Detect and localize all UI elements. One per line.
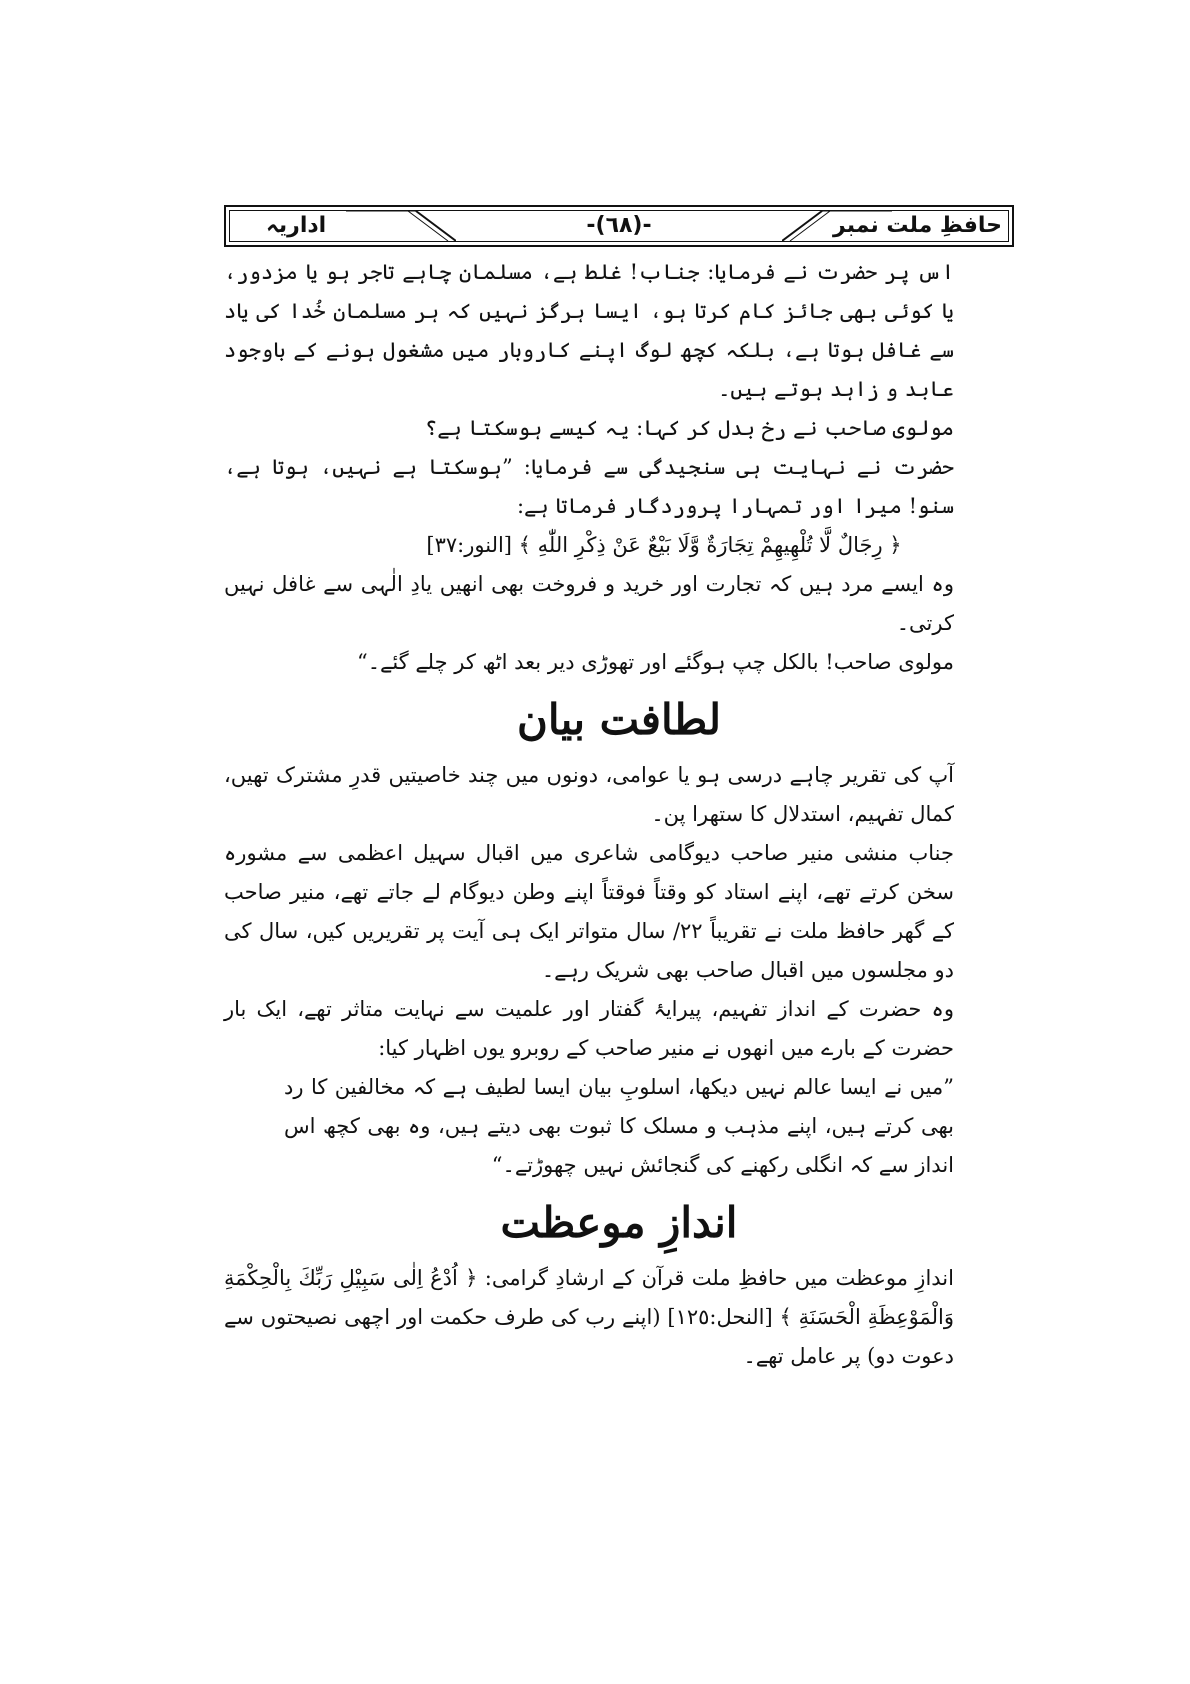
paragraph: مولوی صاحب نے رخ بدل کر کہا: یہ کیسے ہوسکتا ہے؟ [424,416,954,440]
paragraph: اندازِ موعظت میں حافظِ ملت قرآن کے ارشادِ گرامی: ﴿ اُدْعُ اِلٰى سَبِيْلِ رَبِّكَ بِالْحِكْمَةِ وَالْمَوْعِظَةِ الْحَسَنَةِ ﴾ [النحل:١٢٥] (اپنے رب کی طرف حکمت اور اچھی نصیحتوں سے دعوت دو) پر عامل تھے۔ [224,1266,954,1368]
verse-translation: وہ ایسے مرد ہیں کہ تجارت اور خرید و فروخت بھی انھیں یادِ الٰہی سے غافل نہیں کرتی۔ [224,572,954,635]
block-quote: ”میں نے ایسا عالم نہیں دیکھا، اسلوبِ بیان ایسا لطیف ہے کہ مخالفین کا رد بھی کرتے ہیں، اپنے مذہب و مسلک کا ثبوت بھی دیتے ہیں، وہ بھی کچھ اس انداز سے کہ انگلی رکھنے کی گنجائش نہیں چھوڑتے۔“ [284,1075,954,1177]
article-body [224,253,1014,1376]
paragraph: جناب منشی منیر صاحب دیوگامی شاعری میں اقبال سہیل اعظمی سے مشورہ سخن کرتے تھے، اپنے استاد کو وقتاً فوقتاً اپنے وطن دیوگام لے جاتے تھے، منیر صاحب کے گھر حافظ ملت نے تقریباً ۲۲/ سال متواتر ایک ہی آیت پر تقریریں کیں، سال کی دو مجلسوں میں اقبال صاحب بھی شریک رہے۔ [224,841,955,982]
section-heading: لطافت بیان [517,695,721,744]
page-header [224,205,1014,247]
quran-verse: ﴿ رِجَالٌ لَّا تُلْهِيهِمْ تِجَارَةٌ وَّلَا بَيْعٌ عَنْ ذِكْرِ اللّٰهِ ﴾ [النور:٣٧] [426,533,902,557]
document-page [224,205,1014,1405]
paragraph: آپ کی تقریر چاہے درسی ہو یا عوامی، دونوں میں چند خاصیتیں قدرِ مشترک تھیں، کمال تفہیم، استدلال کا ستھرا پن۔ [224,763,954,826]
paragraph: وہ حضرت کے انداز تفہیم، پیرایۂ گفتار اور علمیت سے نہایت متاثر تھے، ایک بار حضرت کے بارے میں انھوں نے منیر صاحب کے روبرو یوں اظہار کیا: [224,997,954,1060]
header-section: اداریہ [266,213,327,238]
section-heading: اندازِ موعظت [500,1198,738,1247]
paragraph: اس پر حضرت نے فرمایا: جناب! غلط ہے، مسلمان چاہے تاجر ہو یا مزدور، یا کوئی بھی جائز کام کرتا ہو، ایسا ہرگز نہیں کہ ہر مسلمان خُدا کی یاد سے غافل ہوتا ہے، بلکہ کچھ لوگ اپنے کاروبار میں مشغول ہونے کے باوجود عابد و زاہد ہوتے ہیں۔ [224,260,954,401]
paragraph: مولوی صاحب! بالکل چپ ہوگئے اور تھوڑی دیر بعد اٹھ کر چلے گئے۔“ [357,650,954,674]
paragraph: حضرت نے نہایت ہی سنجیدگی سے فرمایا: ”ہوسکتا ہے نہیں، ہوتا ہے، سنو! میرا اور تمہارا پروردگار فرماتا ہے: [224,455,954,518]
header-title: حافظِ ملت نمبر [833,213,1002,238]
page-number: -(٦٨)- [586,213,652,238]
